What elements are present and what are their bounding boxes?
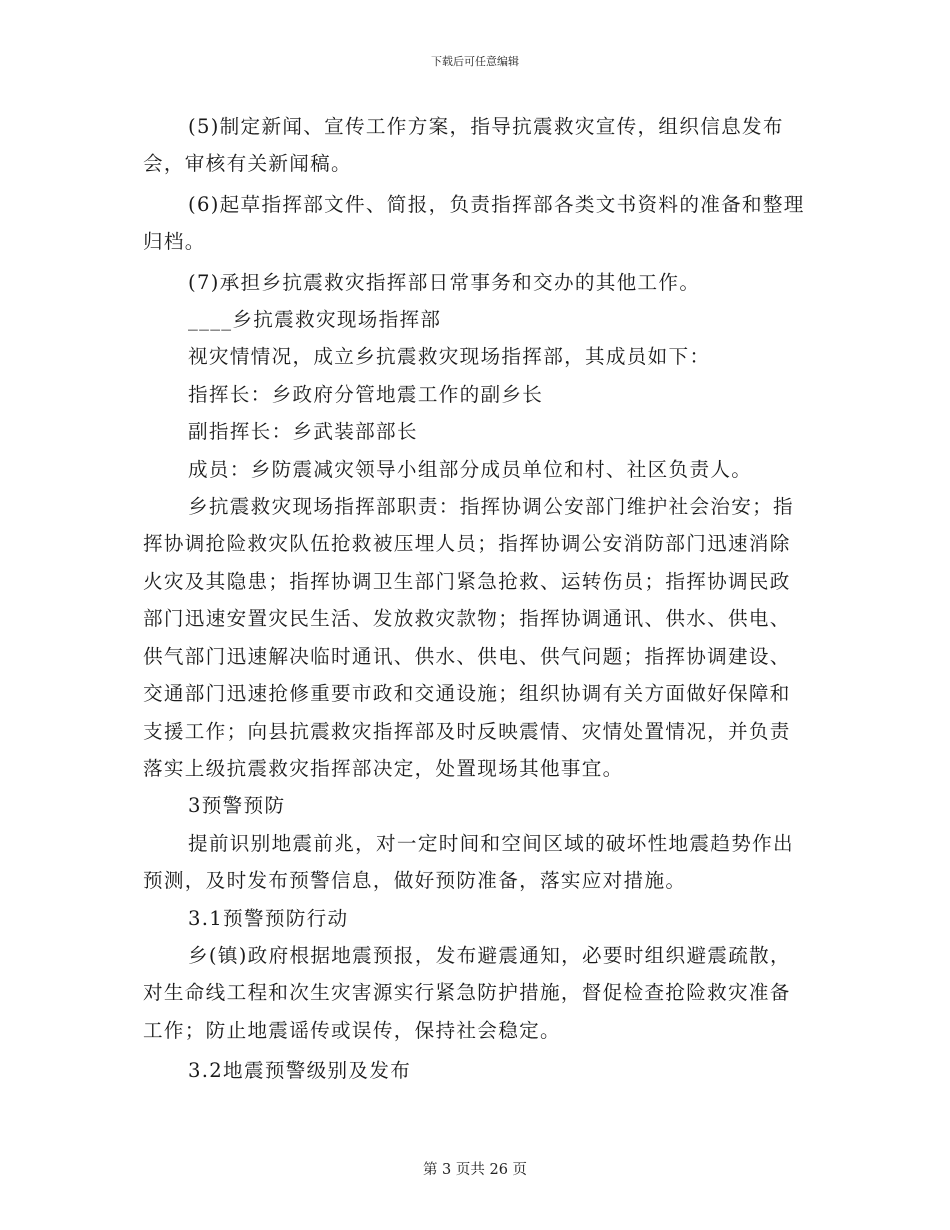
section-heading-3-1: 3.1预警预防行动: [188, 906, 349, 930]
document-body: [143, 108, 811, 1090]
paragraph-warning-prevention: 提前识别地震前兆，对一定时间和空间区域的破坏性地震趋势作出预测，及时发布预警信息，做好预防准备，落实应对措施。: [143, 831, 794, 893]
section-heading-3-2: 3.2地震预警级别及发布: [188, 1059, 412, 1083]
paragraph-members: 成员：乡防震减灾领导小组部分成员单位和村、社区负责人。: [188, 457, 753, 481]
paragraph-warning-actions: 乡(镇)政府根据地震预报，发布避震通知，必要时组织避震疏散，对生命线工程和次生灾害源实行紧急防护措施，督促检查抢险救灾准备工作；防止地震谣传或误传，保持社会稳定。: [143, 943, 791, 1042]
page-footer: 第 3 页共 26 页: [422, 1162, 528, 1178]
paragraph-deputy-commander: 副指挥长：乡武装部部长: [188, 420, 418, 444]
section-heading-warning-prevention: 3预警预防: [188, 794, 286, 818]
page-header: 下载后可任意编辑: [431, 55, 519, 68]
paragraph-item-5: (5)制定新闻、宣传工作方案，指导抗震救灾宣传，组织信息发布会，审核有关新闻稿。: [143, 115, 784, 176]
paragraph-item-7: (7)承担乡抗震救灾指挥部日常事务和交办的其他工作。: [188, 270, 701, 294]
paragraph-field-command-setup: 视灾情情况，成立乡抗震救灾现场指挥部，其成员如下：: [188, 345, 711, 369]
section-heading-field-command: ____乡抗震救灾现场指挥部: [188, 308, 442, 332]
paragraph-item-6: (6)起草指挥部文件、简报，负责指挥部各类文书资料的准备和整理归档。: [143, 192, 805, 254]
paragraph-field-command-duties: 乡抗震救灾现场指挥部职责：指挥协调公安部门维护社会治安；指挥协调抢险救灾队伍抢救被压埋人员；指挥协调公安消防部门迅速消除火灾及其隐患；指挥协调卫生部门紧急抢救、运转伤员；指挥协调民政部门迅速安置灾民生活、发放救灾款物；指挥协调通讯、供水、供电、供气部门迅速解决临时通讯、供水、供电、供气问题；指挥协调建设、交通部门迅速抢修重要市政和交通设施；组织协调有关方面做好保障和支援工作；向县抗震救灾指挥部及时反映震情、灾情处置情况，并负责落实上级抗震救灾指挥部决定，处置现场其他事宜。: [143, 495, 794, 780]
paragraph-commander: 指挥长：乡政府分管地震工作的副乡长: [188, 382, 544, 406]
